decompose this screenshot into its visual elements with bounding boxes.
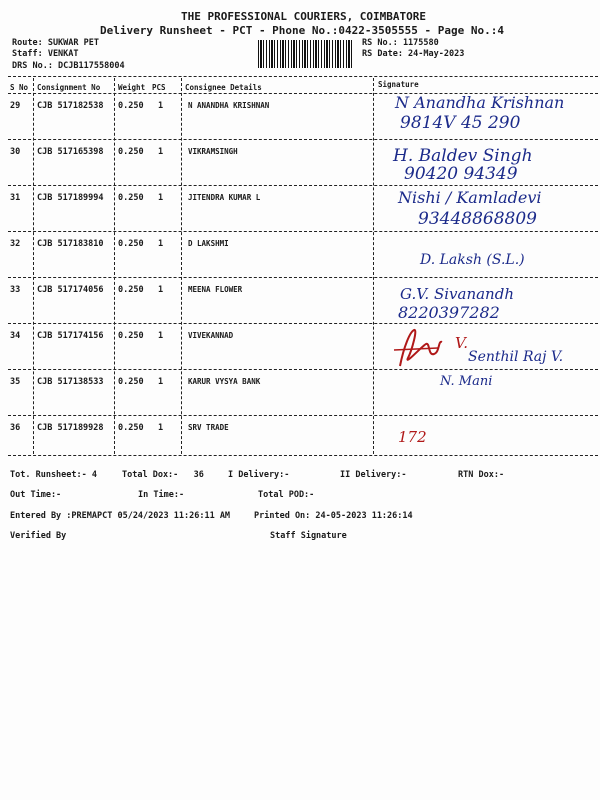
col-pcs: PCS <box>152 83 166 92</box>
handwritten-signature: V. <box>455 334 468 352</box>
row-rule <box>8 369 598 370</box>
row-consignee: N ANANDHA KRISHNAN <box>188 101 270 110</box>
total-dox: Total Dox:- 36 <box>122 470 204 480</box>
col-signature: Signature <box>378 80 419 89</box>
barcode <box>258 40 354 68</box>
handwritten-phone: 90420 94349 <box>404 164 518 184</box>
handwritten-signature: G.V. Sivanandh <box>400 285 514 303</box>
total-runsheet: Tot. Runsheet:- 4 <box>10 470 97 480</box>
row-consignment: CJB 517138533 <box>37 377 104 387</box>
row-rule <box>8 185 598 186</box>
row-pcs: 1 <box>158 285 164 295</box>
col-sno: S No <box>10 83 29 92</box>
row-weight: 0.250 <box>118 285 144 295</box>
row-rule <box>8 323 598 324</box>
row-sno: 34 <box>10 331 21 341</box>
row-consignment: CJB 517174056 <box>37 285 104 295</box>
row-consignee: VIKRAMSINGH <box>188 147 238 156</box>
handwritten-phone: 8220397282 <box>398 303 500 322</box>
row-weight: 0.250 <box>118 193 144 203</box>
row-consignee: D LAKSHMI <box>188 239 229 248</box>
row-consignment: CJB 517165398 <box>37 147 104 157</box>
col-divider <box>33 78 34 454</box>
row-sno: 30 <box>10 147 21 157</box>
handwritten-signature: Nishi / Kamladevi <box>398 188 542 207</box>
row-sno: 29 <box>10 101 21 111</box>
col-divider <box>373 78 374 454</box>
staff-label: Staff: VENKAT <box>12 49 79 59</box>
row-sno: 32 <box>10 239 21 249</box>
handwritten-phone: 93448868809 <box>418 209 537 229</box>
col-consignment: Consignment No <box>37 83 101 92</box>
ii-delivery: II Delivery:- <box>340 470 407 480</box>
in-time: In Time:- <box>138 490 185 500</box>
row-consignee: VIVEKANNAD <box>188 331 234 340</box>
row-consignment: CJB 517189928 <box>37 423 104 433</box>
table-bottom-rule <box>8 455 598 456</box>
row-consignee: JITENDRA KUMAR L <box>188 193 261 202</box>
runsheet-subtitle: Delivery Runsheet - PCT - Phone No.:0422-3505555 - Page No.:4 <box>100 24 504 37</box>
row-sno: 33 <box>10 285 21 295</box>
row-pcs: 1 <box>158 331 164 341</box>
col-divider <box>181 78 182 454</box>
row-pcs: 1 <box>158 147 164 157</box>
row-weight: 0.250 <box>118 423 144 433</box>
row-pcs: 1 <box>158 193 164 203</box>
handwritten-signature: H. Baldev Singh <box>393 146 533 166</box>
handwritten-signature: N Anandha Krishnan <box>395 93 565 112</box>
row-sno: 36 <box>10 423 21 433</box>
row-sno: 31 <box>10 193 21 203</box>
row-pcs: 1 <box>158 101 164 111</box>
rs-number: RS No.: 1175580 <box>362 38 439 48</box>
table-top-rule <box>8 76 598 77</box>
staff-signature: Staff Signature <box>270 531 347 541</box>
col-consignee: Consignee Details <box>185 83 262 92</box>
col-weight: Weight <box>118 83 146 92</box>
drs-number: DRS No.: DCJB117558004 <box>12 61 125 71</box>
row-pcs: 1 <box>158 377 164 387</box>
row-weight: 0.250 <box>118 331 144 341</box>
row-rule <box>8 277 598 278</box>
row-consignment: CJB 517189994 <box>37 193 104 203</box>
row-consignment: CJB 517183810 <box>37 239 104 249</box>
row-rule <box>8 415 598 416</box>
row-consignment: CJB 517182538 <box>37 101 104 111</box>
col-divider <box>114 78 115 454</box>
row-weight: 0.250 <box>118 147 144 157</box>
printed-on: Printed On: 24-05-2023 11:26:14 <box>254 511 413 521</box>
out-time: Out Time:- <box>10 490 62 500</box>
row-pcs: 1 <box>158 239 164 249</box>
entered-by: Entered By :PREMAPCT 05/24/2023 11:26:11 AM <box>10 511 231 521</box>
row-consignee: MEENA FLOWER <box>188 285 243 294</box>
handwritten-signature: D. Laksh (S.L.) <box>420 252 525 268</box>
row-rule <box>8 231 598 232</box>
row-consignee: SRV TRADE <box>188 423 229 432</box>
row-consignment: CJB 517174156 <box>37 331 104 341</box>
total-pod: Total POD:- <box>258 490 315 500</box>
row-sno: 35 <box>10 377 21 387</box>
red-signature-scribble <box>392 326 452 370</box>
row-consignee: KARUR VYSYA BANK <box>188 377 261 386</box>
rtn-dox: RTN Dox:- <box>458 470 505 480</box>
rs-date: RS Date: 24-May-2023 <box>362 49 465 59</box>
row-rule <box>8 139 598 140</box>
handwritten-phone: 9814V 45 290 <box>400 113 521 133</box>
row-weight: 0.250 <box>118 377 144 387</box>
i-delivery: I Delivery:- <box>228 470 290 480</box>
row-weight: 0.250 <box>118 101 144 111</box>
handwritten-name: Senthil Raj V. <box>468 349 564 365</box>
handwritten-signature: 172 <box>398 428 427 446</box>
verified-by: Verified By <box>10 531 67 541</box>
route-label: Route: SUKWAR PET <box>12 38 99 48</box>
company-title: THE PROFESSIONAL COURIERS, COIMBATORE <box>181 10 427 23</box>
handwritten-signature: N. Mani <box>440 374 493 389</box>
row-weight: 0.250 <box>118 239 144 249</box>
row-pcs: 1 <box>158 423 164 433</box>
